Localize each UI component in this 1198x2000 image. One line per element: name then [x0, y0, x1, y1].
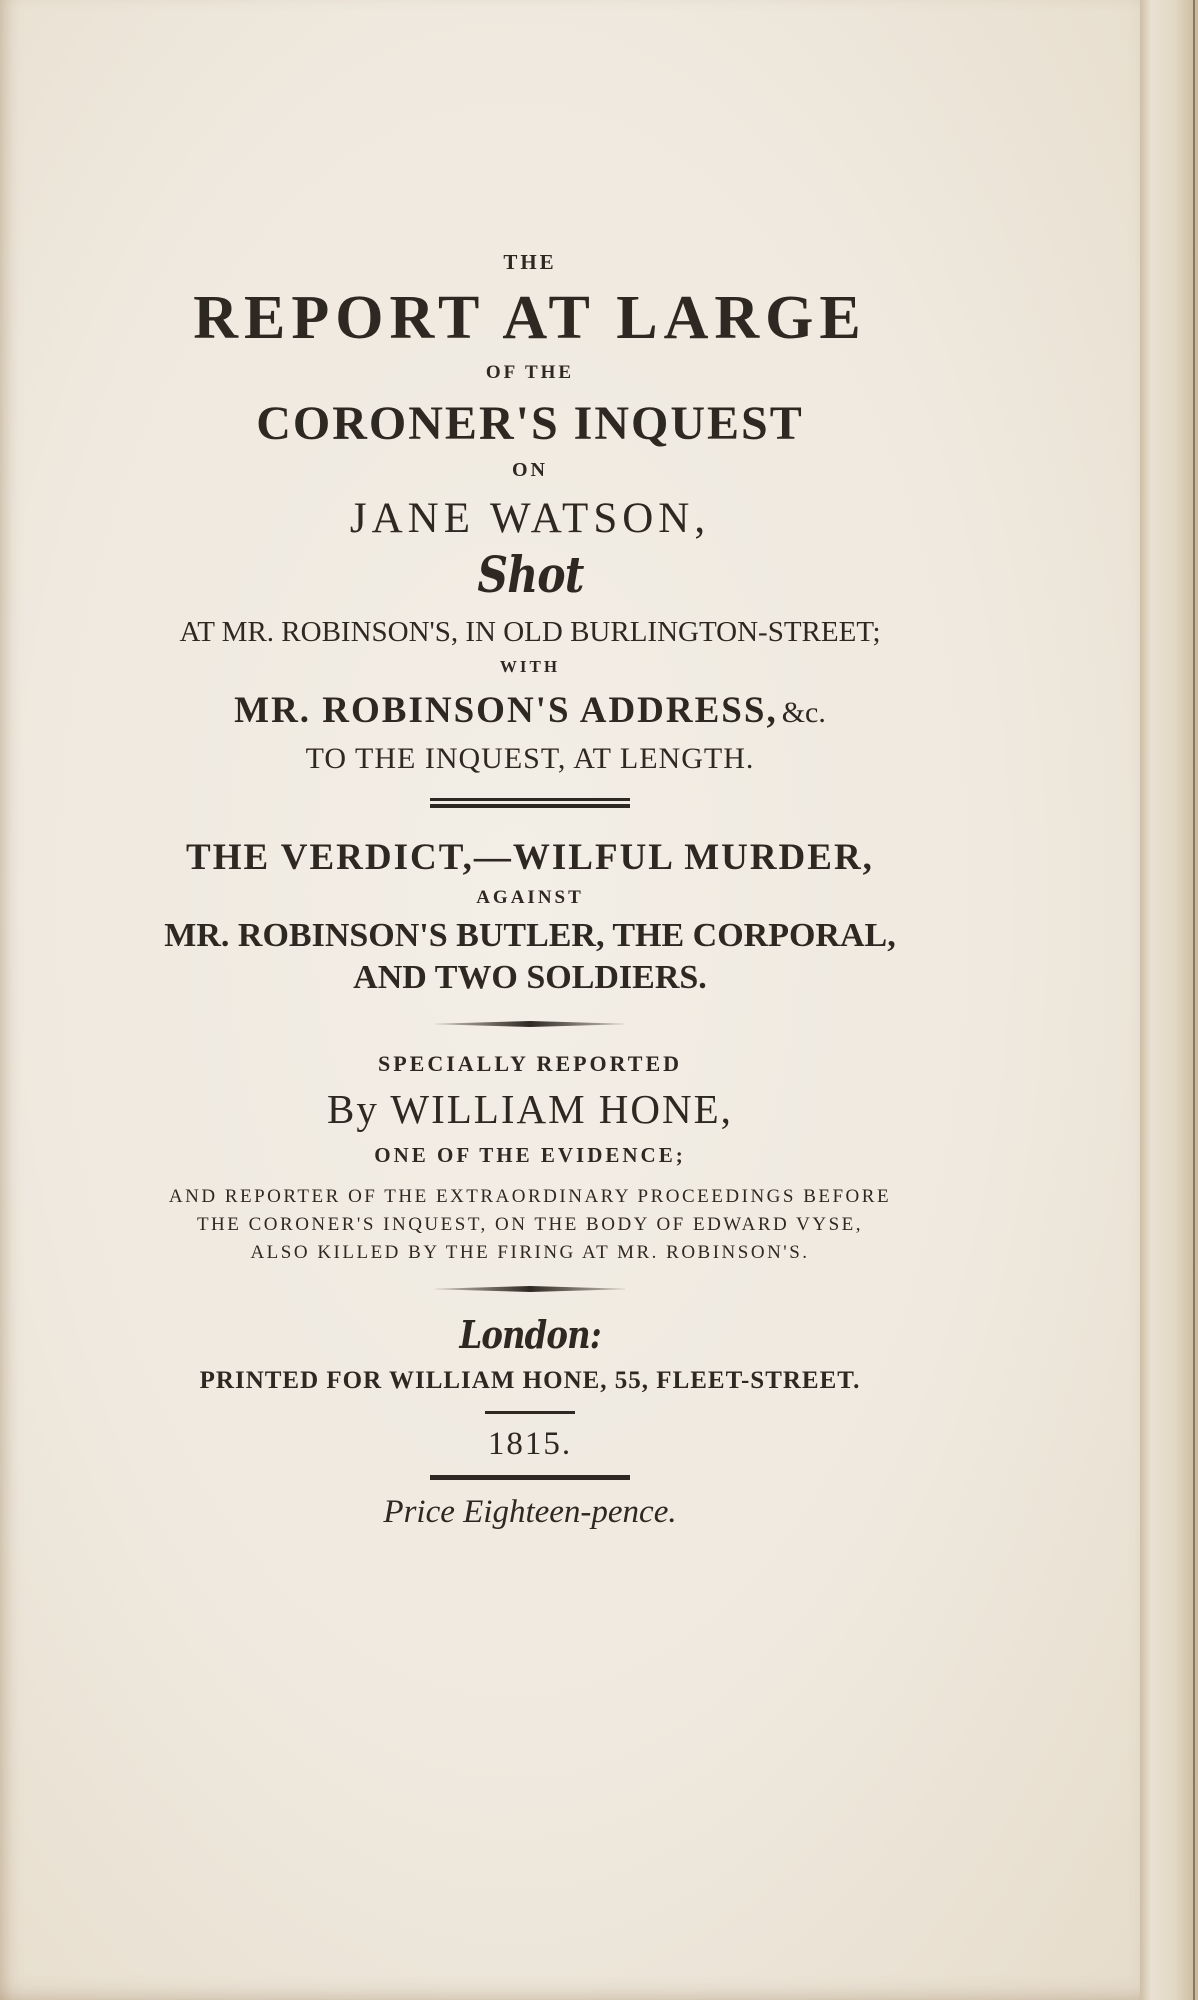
year: 1815. — [487, 1426, 573, 1462]
verdict-line: THE VERDICT,—WILFUL MURDER, — [186, 837, 874, 878]
title-page-content — [100, 250, 960, 1531]
reporter-line-2: THE CORONER'S INQUEST, ON THE BODY OF EDWARD VYSE, — [196, 1214, 864, 1235]
of-the-label: OF THE — [485, 362, 575, 383]
evidence-line: ONE OF THE EVIDENCE; — [374, 1143, 686, 1167]
london-word: London: — [459, 1312, 601, 1357]
imprint-line: PRINTED FOR WILLIAM HONE, 55, FLEET-STREET. — [199, 1367, 861, 1394]
with-label: WITH — [499, 657, 561, 676]
on-label: ON — [512, 459, 548, 481]
address-line — [100, 689, 960, 732]
accused-line-2: AND TWO SOLDIERS. — [353, 959, 707, 996]
reporter-line-1: AND REPORTER OF THE EXTRAORDINARY PROCEEDINGS BEFORE — [168, 1186, 892, 1207]
the-label: THE — [503, 250, 557, 274]
london-line — [100, 1312, 960, 1357]
short-rule — [485, 1411, 575, 1414]
victim-name: JANE WATSON, — [349, 495, 711, 542]
location-line: AT MR. ROBINSON'S, IN OLD BURLINGTON-STREET; — [179, 616, 881, 648]
thick-rule — [430, 1475, 630, 1480]
book-spine-edge — [1193, 0, 1195, 2000]
author-line: By WILLIAM HONE, — [327, 1086, 733, 1132]
address-tail: &c. — [781, 696, 826, 729]
reporter-line-3: ALSO KILLED BY THE FIRING AT MR. ROBINSON'S. — [250, 1242, 810, 1263]
against-label: AGAINST — [476, 887, 584, 908]
address-main: MR. ROBINSON'S ADDRESS, — [234, 690, 778, 731]
to-inquest-line: TO THE INQUEST, AT LENGTH. — [305, 742, 755, 775]
accused-line-1: MR. ROBINSON'S BUTLER, THE CORPORAL, — [164, 917, 896, 954]
shot-line — [100, 545, 960, 604]
main-title: REPORT AT LARGE — [193, 284, 867, 352]
tapered-rule-2 — [435, 1286, 625, 1292]
price-line: Price Eighteen-pence. — [383, 1494, 677, 1530]
specially-reported: SPECIALLY REPORTED — [377, 1051, 683, 1076]
subject-title: CORONER'S INQUEST — [256, 397, 804, 450]
page-edge — [1140, 0, 1198, 2000]
double-rule — [430, 798, 630, 808]
shot-word: Shot — [476, 545, 584, 604]
tapered-rule-1 — [435, 1021, 625, 1027]
